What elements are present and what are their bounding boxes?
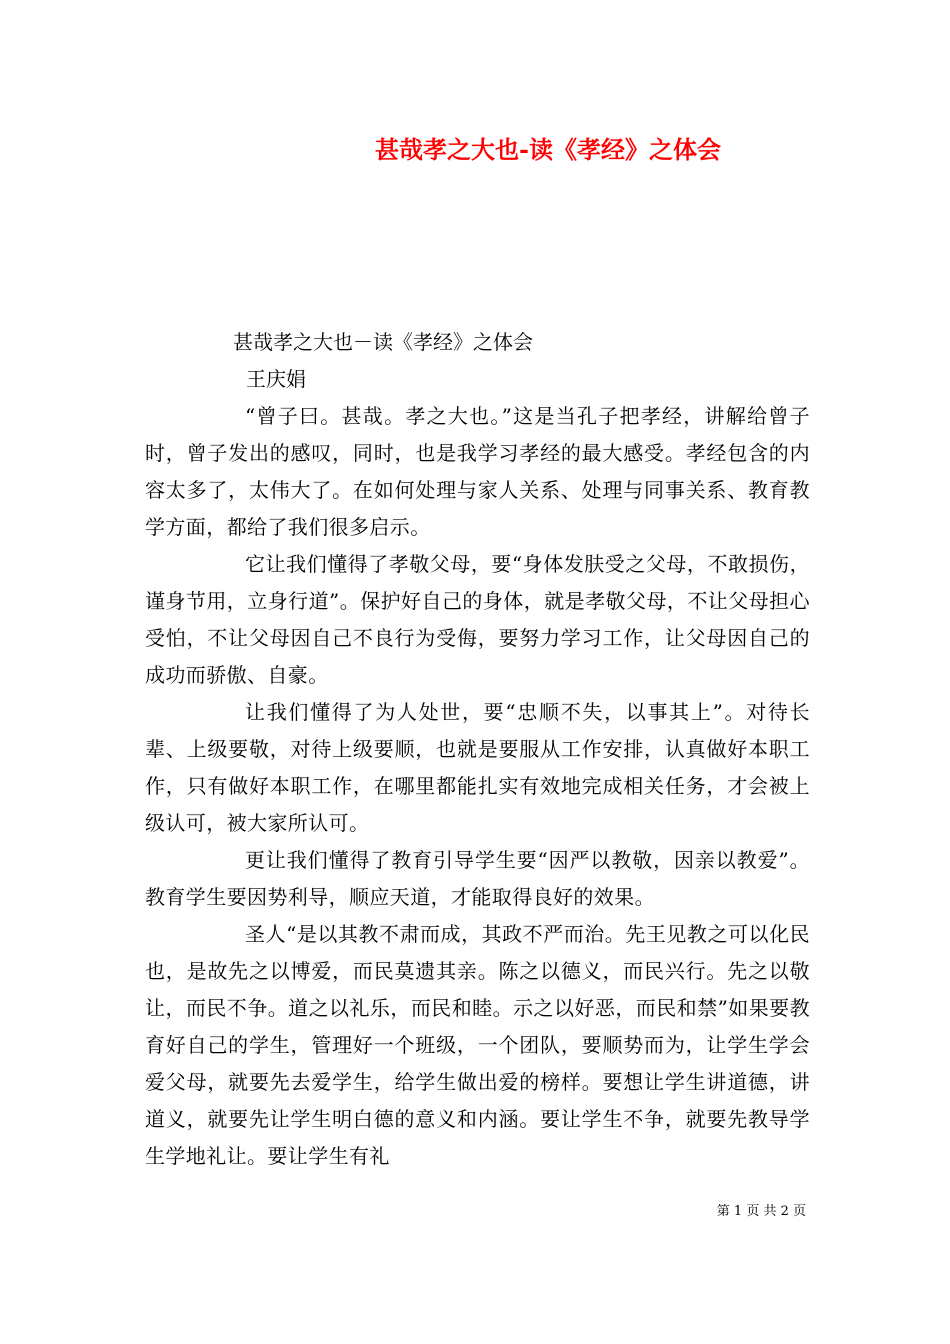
- document-body: [145, 324, 810, 1175]
- author-name: 王庆娟: [246, 367, 306, 391]
- document-title: 甚哉孝之大也-读《孝经》之体会: [375, 135, 721, 164]
- paragraph-4: 更让我们懂得了教育引导学生要“因严以教敬，因亲以教爱”。教育学生要因势利导，顺应天道，才能取得良好的效果。: [145, 848, 810, 909]
- paragraph-1: “曾子曰。甚哉。孝之大也。”这是当孔子把孝经，讲解给曾子时，曾子发出的感叹，同时，也是我学习孝经的最大感受。孝经包含的内容太多了，太伟大了。在如何处理与家人关系、处理与同事关系、教育教学方面，都给了我们很多启示。: [145, 404, 810, 539]
- paragraph-3: 让我们懂得了为人处世，要“忠顺不失，以事其上”。对待长辈、上级要敬，对待上级要顺，也就是要服从工作安排，认真做好本职工作，只有做好本职工作，在哪里都能扎实有效地完成相关任务，才会被上级认可，被大家所认可。: [145, 700, 810, 835]
- subtitle: 甚哉孝之大也－读《孝经》之体会: [233, 330, 533, 354]
- page-number: 第 1 页 共 2 页: [716, 1204, 806, 1219]
- paragraph-5: 圣人“是以其教不肃而成，其政不严而治。先王见教之可以化民也，是故先之以博爱，而民莫遗其亲。陈之以德义，而民兴行。先之以敬让，而民不争。道之以礼乐，而民和睦。示之以好恶，而民和禁”如果要教育好自己的学生，管理好一个班级，一个团队，要顺势而为，让学生学会爱父母，就要先去爱学生，给学生做出爱的榜样。要想让学生讲道德，讲道义，就要先让学生明白德的意义和内涵。要让学生不争，就要先教导学生学地礼让。要让学生有礼: [145, 922, 810, 1168]
- paragraph-2: 它让我们懂得了孝敬父母，要“身体发肤受之父母，不敢损伤，谨身节用，立身行道”。保护好自己的身体，就是孝敬父母，不让父母担心受怕，不让父母因自己不良行为受侮，要努力学习工作，让父母因自己的成功而骄傲、自豪。: [145, 552, 810, 687]
